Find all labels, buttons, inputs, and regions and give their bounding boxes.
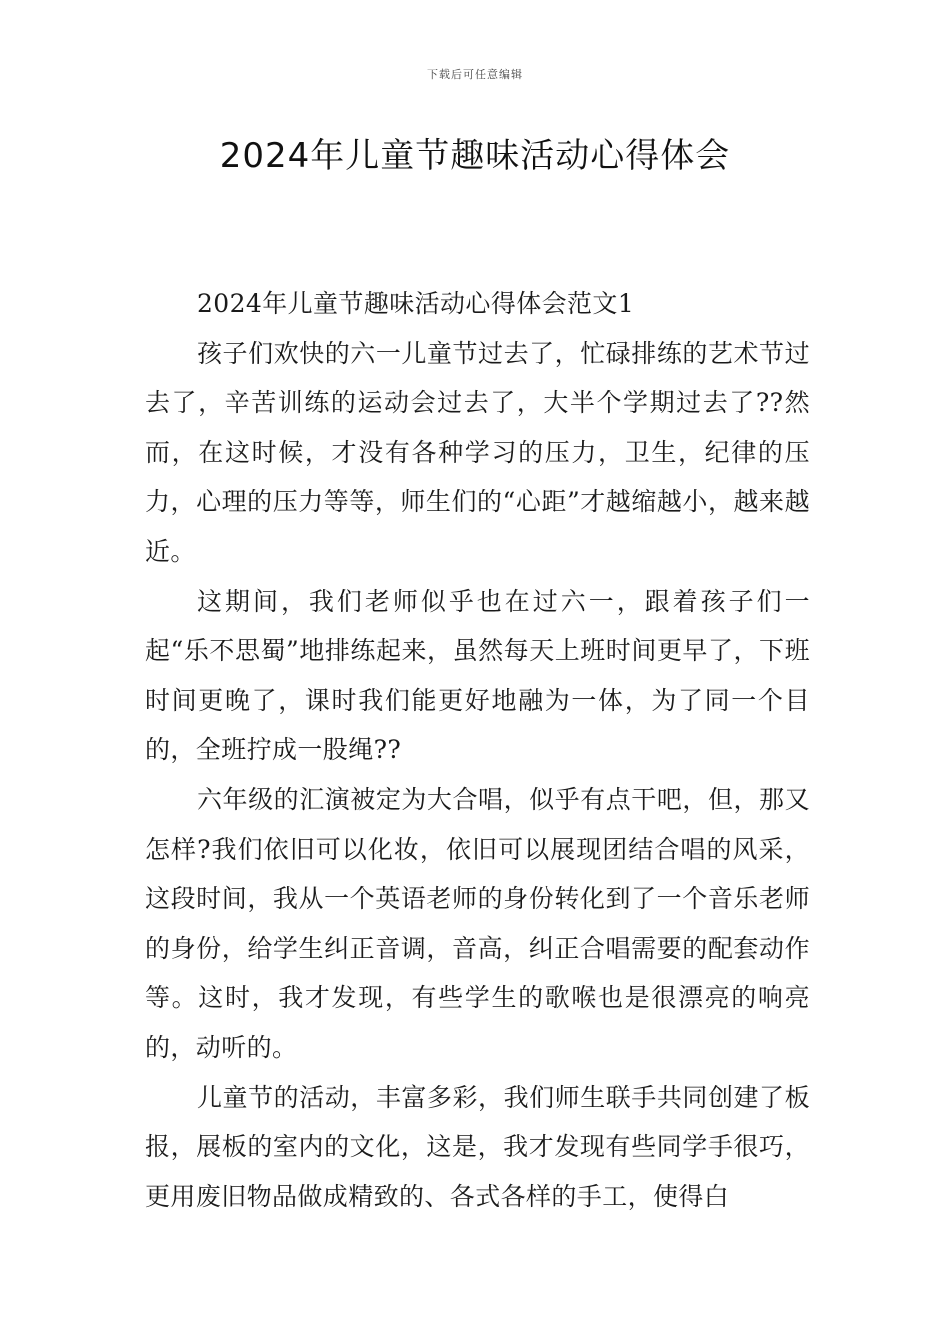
paragraph: 儿童节的活动，丰富多彩，我们师生联手共同创建了板报，展板的室内的文化，这是，我才发现有些同学手很巧，更用废旧物品做成精致的、各式各样的手工，使得白 <box>145 1082 810 1211</box>
paragraph: 六年级的汇演被定为大合唱，似乎有点干吧，但，那又怎样?我们依旧可以化妆，依旧可以展现团结合唱的风采，这段时间，我从一个英语老师的身份转化到了一个音乐老师的身份，给学生纠正音调，音高，纠正合唱需要的配套动作等。这时，我才发现，有些学生的歌喉也是很漂亮的响亮的，动听的。 <box>145 784 810 1062</box>
paragraph: 这期间，我们老师似乎也在过六一，跟着孩子们一起“乐不思蜀”地排练起来，虽然每天上班时间更早了，下班时间更晚了，课时我们能更好地融为一体，为了同一个目的，全班拧成一股绳?? <box>145 586 810 765</box>
header-note: 下载后可任意编辑 <box>427 68 523 81</box>
paragraph: 孩子们欢快的六一儿童节过去了，忙碌排练的艺术节过去了，辛苦训练的运动会过去了，大半个学期过去了??然而，在这时候，才没有各种学习的压力，卫生，纪律的压力，心理的压力等等，师生们的“心距”才越缩越小，越来越近。 <box>145 338 810 566</box>
document-title: 2024年儿童节趣味活动心得体会 <box>219 136 731 176</box>
document-body <box>145 279 810 1221</box>
section-heading: 2024年儿童节趣味活动心得体会范文1 <box>197 289 635 318</box>
